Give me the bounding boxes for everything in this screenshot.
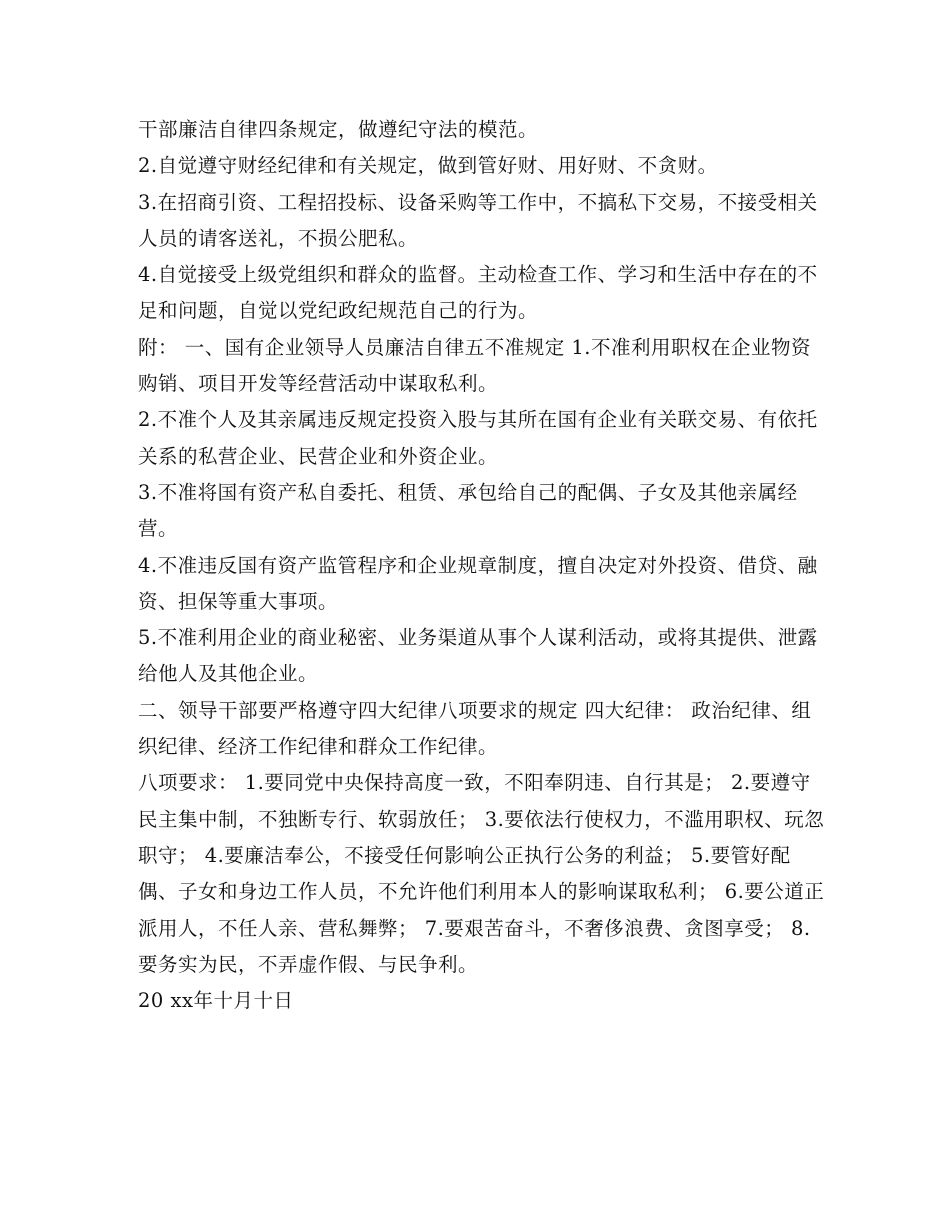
paragraph-7: 3.不准将国有资产私自委托、租赁、承包给自己的配偶、子女及其他亲属经营。	[138, 480, 798, 541]
paragraph-6: 2.不准个人及其亲属违反规定投资入股与其所在国有企业有关联交易、有依托关系的私营企业、民营企业和外资企业。	[138, 408, 818, 468]
document-body	[138, 112, 828, 1019]
paragraph-8: 4.不准违反国有资产监管程序和企业规章制度，擅自决定对外投资、借贷、融资、担保等重大事项。	[138, 553, 818, 613]
paragraph-4: 4.自觉接受上级党组织和群众的监督。主动检查工作、学习和生活中存在的不足和问题，自觉以党纪政纪规范自己的行为。	[138, 263, 818, 323]
paragraph-9: 5.不准利用企业的商业秘密、业务渠道从事个人谋利活动，或将其提供、泄露给他人及其他企业。	[138, 626, 818, 686]
paragraph-10: 二、领导干部要严格遵守四大纪律八项要求的规定 四大纪律： 政治纪律、组织纪律、经济工作纪律和群众工作纪律。	[138, 698, 812, 759]
paragraph-3: 3.在招商引资、工程招投标、设备采购等工作中，不搞私下交易，不接受相关人员的请客送礼，不损公肥私。	[138, 190, 818, 250]
date-line: 20 xx年十月十日	[138, 989, 294, 1013]
paragraph-11: 八项要求： 1.要同党中央保持高度一致，不阳奉阴违、自行其是； 2.要遵守民主集中制，不独断专行、软弱放任； 3.要依法行使权力，不滥用职权、玩忽职守； 4.要廉洁奉公，不接受任何影响公正执行公务的利益； 5.要管好配偶、子女和身边工作人员，不允许他们利用本人的影响谋取私利； 6.要公道正派用人，不任人亲、营私舞弊； 7.要艰苦奋斗，不奢侈浪费、贪图享受； 8.要务实为民，不弄虚作假、与民争利。	[138, 771, 825, 976]
paragraph-2: 2.自觉遵守财经纪律和有关规定，做到管好财、用好财、不贪财。	[138, 154, 718, 178]
paragraph-1: 干部廉洁自律四条规定，做遵纪守法的模范。	[138, 118, 539, 141]
paragraph-5: 附： 一、国有企业领导人员廉洁自律五不准规定 1.不准利用职权在企业物资购销、项目开发等经营活动中谋取私利。	[138, 335, 812, 396]
